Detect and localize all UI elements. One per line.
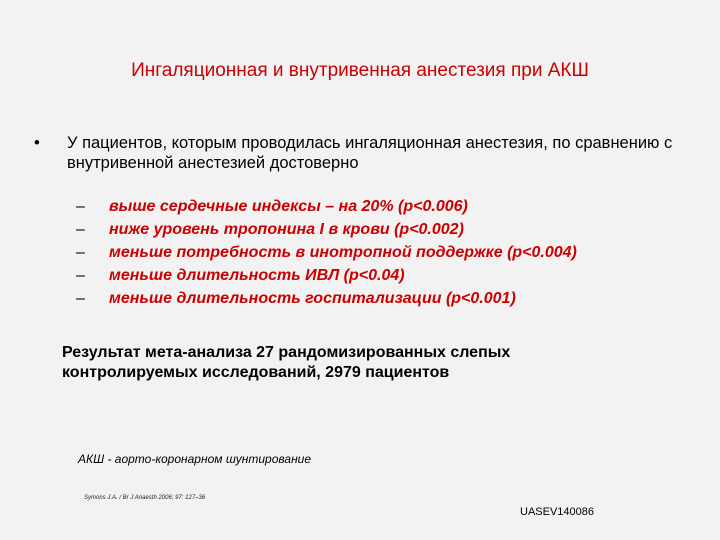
finding-text: ниже уровень тропонина I в крови (р<0.002) — [109, 221, 464, 238]
citation: Symons J.A. / Br J Anaesth 2006; 97: 127–36 — [84, 495, 206, 501]
dash-marker: – — [76, 244, 85, 261]
abbreviation-note: АКШ - аорто-коронарном шунтирование — [78, 452, 312, 466]
dash-marker: – — [76, 198, 85, 215]
bullet-marker: • — [34, 134, 40, 152]
bullet-text: У пациентов, которым проводилась ингаляционная анестезия, по сравнению с внутривенной анестезией достоверно — [67, 134, 673, 172]
dash-marker: – — [76, 221, 85, 238]
finding-text: меньше длительность ИВЛ (р<0.04) — [109, 267, 405, 284]
slide-title: Ингаляционная и внутривенная анестезия при АКШ — [131, 60, 589, 81]
finding-text: меньше длительность госпитализации (р<0.001) — [109, 290, 516, 307]
meta-analysis-result: Результат мета-анализа 27 рандомизированных слепых контролируемых исследований, 2979 пациентов — [62, 344, 511, 381]
finding-text: выше сердечные индексы – на 20% (р<0.006) — [109, 198, 468, 215]
dash-marker: – — [76, 267, 85, 284]
dash-marker: – — [76, 290, 85, 307]
document-code: UASEV140086 — [520, 506, 594, 518]
finding-text: меньше потребность в инотропной поддержке (р<0.004) — [109, 244, 577, 261]
